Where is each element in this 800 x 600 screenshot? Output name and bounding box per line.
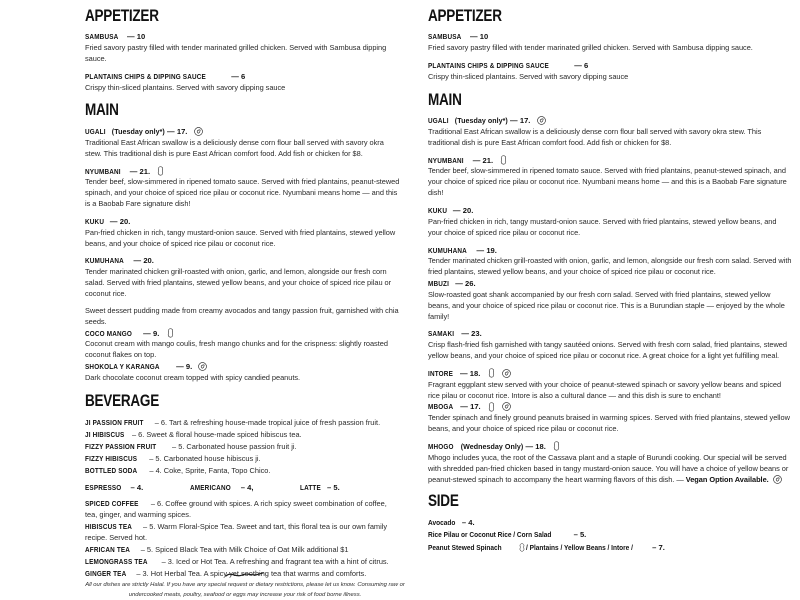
menu-item-price: 20. xyxy=(462,206,474,216)
menu-item-price: 17. xyxy=(176,126,188,136)
menu-item[interactable] xyxy=(85,329,400,362)
menu-item[interactable] xyxy=(85,167,400,210)
menu-item-header xyxy=(428,61,792,71)
menu-item-name: SAMBUSA xyxy=(85,32,119,42)
menu-item-name: MBOGA xyxy=(428,402,454,412)
beverage-dash: – xyxy=(149,465,154,475)
menu-item[interactable] xyxy=(85,306,400,328)
menu-item-price: 6 xyxy=(584,60,589,70)
beverage-dash: – xyxy=(150,499,155,509)
beverage-price: 5. xyxy=(146,544,154,554)
menu-item-header xyxy=(428,156,792,166)
menu-item-name: MBUZI xyxy=(428,279,450,289)
menu-item[interactable] xyxy=(428,402,792,435)
menu-item-header xyxy=(428,402,792,412)
menu-item-price: 23. xyxy=(471,329,482,339)
menu-item-header xyxy=(428,32,792,42)
menu-item-price: 20. xyxy=(119,216,131,226)
menu-item[interactable] xyxy=(428,329,792,362)
side-item-name: Rice Pilau or Coconut Rice / Corn Salad xyxy=(428,530,552,540)
section-heading: SIDE xyxy=(428,491,459,510)
beverage-item[interactable] xyxy=(85,453,400,465)
menu-item[interactable] xyxy=(85,127,400,160)
menu-item[interactable] xyxy=(428,206,792,239)
beverage-description: Carbonated house passion fruit ji. xyxy=(184,441,297,451)
section-heading: APPETIZER xyxy=(85,7,159,25)
section-heading: MAIN xyxy=(428,90,462,109)
beverage-dash: – xyxy=(131,429,137,439)
menu-item-dash: — xyxy=(574,60,582,70)
beverage-price: 6. xyxy=(157,499,164,509)
menu-item-description: Fragrant eggplant stew served with your choice of peanut-stewed spinach or savory yellow beans and spiced rice pilau or coconut rice. Intore is also a cultural dance — and this dish is sure to enchant! xyxy=(428,379,782,400)
menu-item-dash: — xyxy=(109,216,118,226)
menu-item-description: Traditional East African swallow is a deliciously dense corn flour ball served with savory okra stew. This traditional dish is pure East African comfort food. Add fish or chicken for $8. xyxy=(428,126,762,147)
beverage-item[interactable] xyxy=(85,465,400,477)
menu-item-dash: — xyxy=(469,32,478,42)
beverage-item[interactable] xyxy=(85,441,400,453)
menu-item-dash: — xyxy=(176,362,184,372)
menu-item-dash: — xyxy=(231,71,239,81)
menu-item-price: 9. xyxy=(153,328,160,338)
menu-item-qualifier: (Tuesday only*) xyxy=(111,127,165,136)
section-dessert-left xyxy=(85,306,400,384)
beverage-description: Sweet & floral house-made spiced hibiscus tea. xyxy=(144,429,302,439)
beverage-item[interactable] xyxy=(85,498,400,521)
beverage-description: Coke, Sprite, Fanta, Topo Chico. xyxy=(161,465,271,475)
side-item[interactable] xyxy=(428,542,792,554)
menu-item-dash: — xyxy=(129,166,138,176)
menu-item-name: SHOKOLA Y KARANGA xyxy=(85,362,160,372)
squiggle-divider-icon xyxy=(225,571,265,579)
menu-item-name: NYUMBANI xyxy=(428,155,464,165)
menu-item[interactable] xyxy=(85,32,400,65)
section-beverage-left xyxy=(85,393,400,580)
menu-item-header xyxy=(85,217,400,227)
side-item-name: Peanut Stewed Spinach xyxy=(428,542,502,552)
menu-item[interactable] xyxy=(428,32,792,54)
side-item-price: 7. xyxy=(658,542,665,552)
beverage-item[interactable] xyxy=(85,521,400,544)
beverage-price: 3. xyxy=(167,556,174,566)
beverage-dash: – xyxy=(161,556,166,566)
menu-item-description: Pan-fried chicken in rich, tangy mustard-onion sauce. Served with fried plantains, stewed yellow beans, and your choice of spiced rice pilau or coconut rice. xyxy=(428,216,777,237)
vegan-option-icon xyxy=(194,127,203,136)
menu-item-dash: — xyxy=(143,328,151,338)
beverage-dash: – xyxy=(149,453,154,463)
menu-item-header xyxy=(85,127,400,138)
menu-item-dash: — xyxy=(476,245,485,255)
peanut-allergen-icon xyxy=(499,155,508,165)
menu-item-price: 6 xyxy=(241,71,246,81)
menu-item-description: Fried savory pastry filled with tender marinated grilled chicken. Served with Sambusa dipping sauce. xyxy=(85,43,387,63)
beverage-item-espresso[interactable] xyxy=(85,483,190,492)
menu-item-dash: — xyxy=(510,115,518,125)
beverage-item-americano[interactable] xyxy=(190,483,300,492)
beverage-name: HIBISCUS TEA xyxy=(85,522,133,532)
beverage-price: 6. xyxy=(138,429,145,439)
menu-item-header xyxy=(85,329,400,339)
beverage-dash: – xyxy=(136,568,141,578)
section-heading: APPETIZER xyxy=(428,7,502,25)
menu-item-price: 9. xyxy=(185,362,193,372)
menu-item-description: Tender marinated chicken grill-roasted with onion, garlic, and lemon, alongside our fresh corn salad. Served with fried plantains, stewed yellow beans, and your choice of spiced rice pilau or coconut rice. xyxy=(85,267,392,298)
menu-item-price: 18. xyxy=(469,368,481,378)
menu-item[interactable] xyxy=(428,442,792,486)
menu-item-qualifier: (Wednesday Only) xyxy=(460,442,524,451)
section-main-left xyxy=(85,102,400,299)
beverage-name: ESPRESSO xyxy=(85,483,122,493)
menu-item-description: Coconut cream with mango coulis, fresh mango chunks and for the crispness: slightly roasted coconut flakes on top. xyxy=(85,339,388,360)
menu-item-name: KUKU xyxy=(85,216,105,226)
menu-item-header xyxy=(428,206,792,216)
menu-item-description: Slow-roasted goat shank accompanied by our fresh corn salad. Served with fried plantains, stewed yellow beans, and your choice of spiced rice pilau or coconut rice. This is a Burundian staple — enjoyed by the whole family! xyxy=(428,289,785,321)
beverage-description: Hot Herbal Tea. A spicy yet soothing tea that warms and comforts. xyxy=(148,568,367,578)
menu-item[interactable] xyxy=(428,61,792,83)
menu-item-dash: — xyxy=(459,368,468,378)
menu-item-name: SAMAKI xyxy=(428,329,455,339)
beverage-dash: – xyxy=(140,544,145,554)
beverage-item-latte[interactable] xyxy=(300,483,340,492)
beverage-price: 5. xyxy=(155,453,162,463)
footer-text: All our dishes are strictly Halal. If you have any special request or dietary restrictions, please let us know. Consuming raw or undercooked meats, poultry, seafood or eggs may increase your risk of food borne illness. xyxy=(85,582,405,598)
menu-item-header xyxy=(428,369,792,379)
menu-item-header xyxy=(428,442,792,453)
beverage-dash: – xyxy=(240,483,245,493)
peanut-allergen-icon xyxy=(552,441,561,451)
menu-item[interactable] xyxy=(428,246,792,279)
beverage-description: Iced or Hot Tea. A refreshing and fragrant tea with a hint of citrus. xyxy=(173,556,389,566)
beverage-price: 4. xyxy=(155,465,162,475)
menu-item-name: COCO MANGO xyxy=(85,328,133,338)
menu-item-header xyxy=(85,32,400,42)
beverage-name: AMERICANO xyxy=(190,483,231,493)
espresso-row xyxy=(85,483,400,492)
side-item-dash: – xyxy=(652,542,657,552)
beverage-item[interactable] xyxy=(85,417,400,429)
vegan-option-icon xyxy=(537,116,546,125)
menu-item-description: Traditional East African swallow is a deliciously dense corn flour ball served with savory okra stew. This traditional dish is pure East African comfort food. Add fish or chicken for $8. xyxy=(85,137,384,158)
side-item-dash: – xyxy=(573,530,578,540)
menu-item-description: Dark chocolate coconut cream topped with spicy candied peanuts. xyxy=(85,372,301,382)
beverage-name: BOTTLED SODA xyxy=(85,465,138,475)
menu-item-dash: — xyxy=(167,126,175,136)
menu-item-price: 20. xyxy=(143,256,154,266)
beverage-dash: – xyxy=(327,483,332,493)
menu-item-price: 19. xyxy=(486,245,497,255)
peanut-allergen-icon xyxy=(518,543,526,552)
menu-item-description: Crispy thin-sliced plantains. Served with savory dipping sauce xyxy=(85,82,286,92)
side-item-name-suffix: / Plantains / Yellow Beans / Intore / xyxy=(525,542,633,552)
menu-item-name: KUKU xyxy=(428,206,448,216)
menu-item-name: SAMBUSA xyxy=(428,32,462,42)
vegan-option-label: Vegan Option Available. xyxy=(685,474,769,484)
menu-item-header xyxy=(428,279,792,289)
peanut-allergen-icon xyxy=(156,166,165,176)
menu-item-name: NYUMBANI xyxy=(85,166,121,176)
beverage-price: 6 xyxy=(160,418,166,427)
menu-item-dash: — xyxy=(133,256,142,266)
vegan-option-icon xyxy=(502,402,511,411)
vegan-option-icon xyxy=(198,362,207,371)
peanut-allergen-icon xyxy=(487,402,496,412)
beverage-price: 3. xyxy=(142,568,149,578)
side-item-price: 5. xyxy=(579,530,587,540)
menu-item-price: 21. xyxy=(139,166,151,176)
beverage-price: 4. xyxy=(136,483,144,493)
menu-item-description: Tender marinated chicken grill-roasted with onion, garlic, and lemon, alongside our fresh corn salad. Served with fried plantains, stewed yellow beans, and your choice of spiced rice pilau or coconut rice. xyxy=(428,256,792,277)
hot-drinks-list xyxy=(85,498,400,579)
section-main-right xyxy=(428,92,792,486)
menu-item-name: PLANTAINS CHIPS & DIPPING SAUCE xyxy=(85,71,206,81)
beverage-description: Warm Floral-Spice Tea. Sweet and tart, this floral tea is our own family recipe. Served hot. xyxy=(85,522,388,542)
menu-item[interactable] xyxy=(85,217,400,250)
side-item[interactable] xyxy=(428,529,792,541)
beverage-name: SPICED COFFEE xyxy=(85,499,139,509)
menu-item-price: 18. xyxy=(535,441,546,451)
footer-disclaimer xyxy=(85,568,405,600)
beverage-name: LATTE xyxy=(300,483,321,493)
menu-item-description: Crispy thin-sliced plantains. Served with savory dipping sauce xyxy=(428,71,629,81)
menu-item-description xyxy=(428,453,792,486)
menu-item-name: INTORE xyxy=(428,368,454,378)
menu-item-price: 17. xyxy=(470,402,481,412)
beverage-list xyxy=(85,417,400,476)
vegan-option-icon xyxy=(773,475,782,484)
beverage-description: Spiced Black Tea with Milk Choice of Oat Milk additional $1 xyxy=(153,544,349,554)
menu-item-dash: — xyxy=(472,155,481,165)
menu-item-dash: — xyxy=(452,206,461,216)
menu-item[interactable] xyxy=(85,362,400,384)
menu-item[interactable] xyxy=(428,279,792,322)
menu-item[interactable] xyxy=(428,116,792,149)
menu-item[interactable] xyxy=(428,156,792,199)
menu-item-name: UGALI xyxy=(85,126,106,136)
beverage-dash: – xyxy=(130,483,135,493)
menu-item-dash: — xyxy=(525,441,534,451)
menu-item-description: Tender beef, slow-simmered in ripened tomato sauce. Served with fried plantains, peanut-stewed spinach, and your choice of spiced rice pilau or coconut rice. Nyumbani means home — and this is a Baobab Fare signature dish! xyxy=(85,177,400,209)
menu-item-dash: — xyxy=(461,329,469,339)
beverage-item[interactable] xyxy=(85,429,400,441)
menu-item-header xyxy=(85,167,400,177)
menu-item-header xyxy=(428,329,792,339)
side-item-dash: – xyxy=(461,517,467,527)
menu-item-description: Tender spinach and finely ground peanuts braised in warming spices. Served with fried plantains, stewed yellow beans, and your choice of spiced rice pilau or coconut rice. xyxy=(428,413,790,434)
menu-item-description: Fried savory pastry filled with tender marinated grilled chicken. Served with Sambusa dipping sauce. xyxy=(428,43,753,53)
peanut-allergen-icon xyxy=(487,368,496,378)
menu-item[interactable] xyxy=(85,72,400,94)
beverage-name: JI HIBISCUS xyxy=(85,429,125,439)
menu-item[interactable] xyxy=(85,256,400,299)
section-appetizer-right xyxy=(428,8,792,83)
beverage-item[interactable] xyxy=(85,556,400,568)
beverage-name: FIZZY HIBISCUS xyxy=(85,453,138,463)
section-appetizer-left xyxy=(85,8,400,93)
menu-column-right xyxy=(420,0,800,600)
section-heading: MAIN xyxy=(85,101,119,120)
menu-item-dash: — xyxy=(455,279,463,289)
menu-item-dash: — xyxy=(460,402,468,412)
menu-item-header xyxy=(85,256,400,266)
beverage-name: JI PASSION FRUIT xyxy=(85,418,144,427)
menu-item-name: KUMUHANA xyxy=(85,256,124,266)
menu-item-description: Tender beef, slow-simmered in ripened tomato sauce. Served with fried plantains, peanut-stewed spinach, and your choice of spiced rice pilau or coconut rice. Nyumbani means home — and this is a Baobab Fare signature dish! xyxy=(428,166,787,198)
menu-item-price: 10 xyxy=(479,32,489,42)
beverage-dash: – xyxy=(143,522,148,532)
menu-item-price: 21. xyxy=(482,155,494,165)
menu-item-dash: — xyxy=(126,32,135,42)
section-side-right xyxy=(428,493,792,554)
beverage-price: 5. xyxy=(149,522,156,532)
menu-item-price: 17. xyxy=(519,115,531,125)
beverage-name: LEMONGRASS TEA xyxy=(85,556,148,566)
menu-item-description: Sweet dessert pudding made from creamy avocados and tangy passion fruit, garnished with chia seeds. xyxy=(85,305,399,326)
peanut-allergen-icon xyxy=(166,328,175,338)
side-item-name: Avocado xyxy=(428,517,456,527)
side-item[interactable] xyxy=(428,517,792,529)
section-heading: BEVERAGE xyxy=(85,391,159,410)
beverage-price: 4, xyxy=(247,483,254,493)
menu-item-description: Pan-fried chicken in rich, tangy mustard-onion sauce. Served with fried plantains, stewed yellow beans, and your choice of spiced rice pilau or coconut rice. xyxy=(85,227,396,248)
beverage-name: AFRICAN TEA xyxy=(85,544,131,554)
beverage-price: 5. xyxy=(333,483,340,493)
menu-item-header xyxy=(428,246,792,256)
menu-item-header xyxy=(85,362,400,372)
menu-item-description: Crisp flash-fried fish garnished with tangy sautéed onions. Served with fresh corn salad, fried plantains, stewed yellow beans, and your choice of spiced rice pilau or coconut rice. A great choice for a light yet fulfilling meal. xyxy=(428,340,787,361)
beverage-price: 5. xyxy=(178,441,185,451)
menu-item-name: KUMUHANA xyxy=(428,245,467,255)
beverage-description: . Tart & refreshing house-made tropical juice of fresh passion fruit. xyxy=(165,418,381,427)
menu-item-name: MHOGO xyxy=(428,441,454,451)
menu-item-name: UGALI xyxy=(428,115,449,125)
beverage-name: GINGER TEA xyxy=(85,568,127,578)
beverage-dash: – xyxy=(154,418,159,427)
menu-item-price: 26. xyxy=(465,279,476,289)
menu-item-description-text: Mhogo includes yuca, the root of the Cassava plant and a staple of Burundi cooking. Our special will be served with shredded pan-fried chicken based in tangy mustard-onion sauce. You will have a choice of yellow beans or peanut-stewed spinach to accompany the heart warming flavors of this dish. — xyxy=(428,453,789,484)
menu-item-price: 10 xyxy=(136,32,146,42)
beverage-description: Coffee ground with spices. A rich spicy sweet combination of coffee, tea, ginger, and warming spices. xyxy=(85,499,387,520)
beverage-dash: – xyxy=(172,441,177,451)
vegan-option-icon xyxy=(502,369,511,378)
menu-item-name: PLANTAINS CHIPS & DIPPING SAUCE xyxy=(428,60,549,70)
beverage-item[interactable] xyxy=(85,544,400,556)
menu-item[interactable] xyxy=(428,369,792,402)
side-item-price: 4. xyxy=(468,517,475,527)
menu-item-header xyxy=(428,116,792,127)
beverage-description: Carbonated house hibiscus ji. xyxy=(161,453,261,463)
menu-item-qualifier: (Tuesday only*) xyxy=(454,116,508,125)
menu-item-header xyxy=(85,72,400,82)
beverage-name: FIZZY PASSION FRUIT xyxy=(85,441,157,451)
